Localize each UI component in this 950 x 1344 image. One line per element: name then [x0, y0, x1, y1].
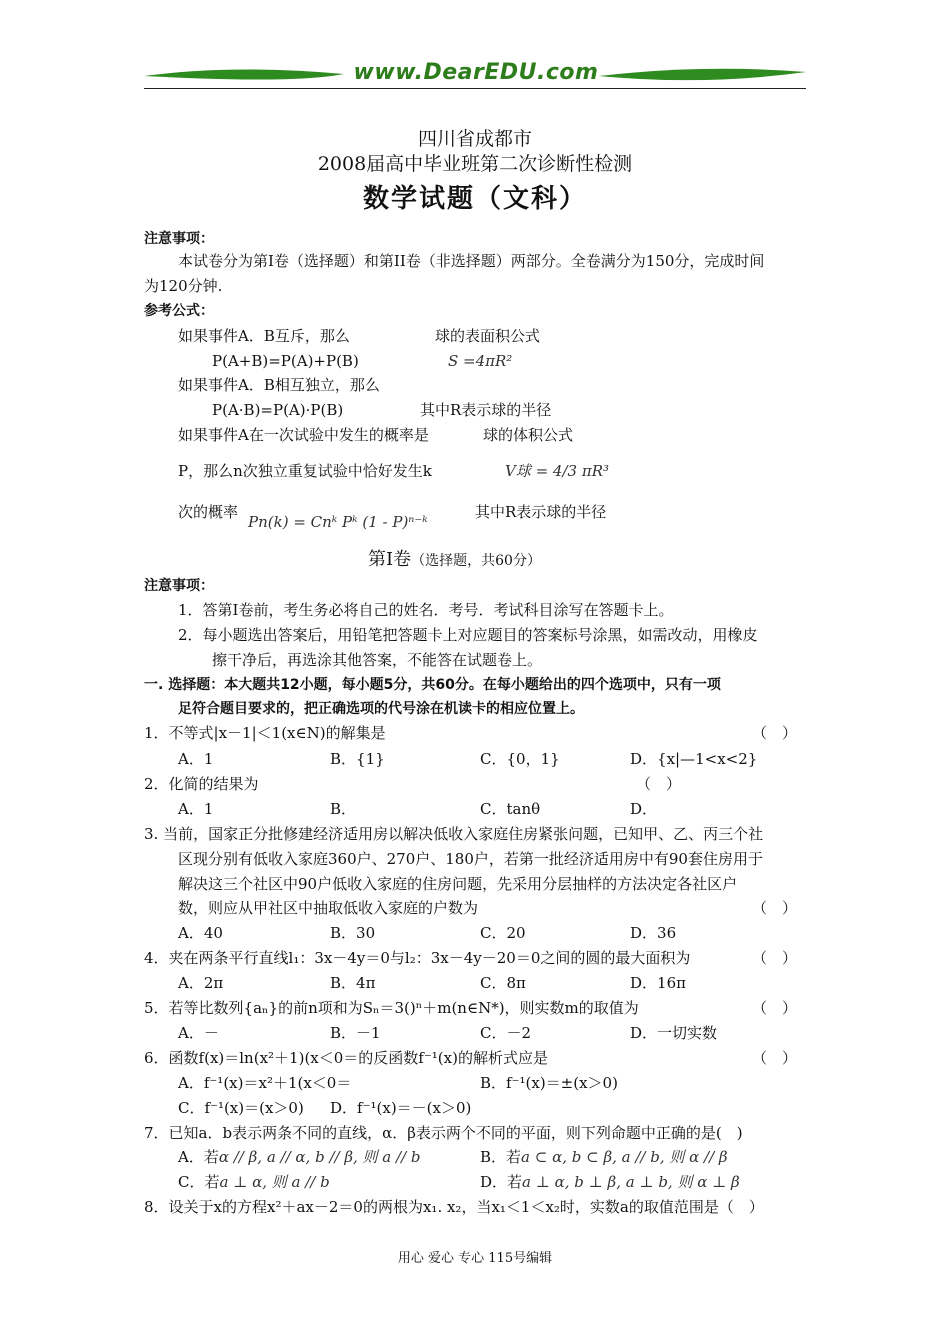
- option-c: C．20: [480, 924, 526, 942]
- part-title-sub: （选择题，共60分）: [411, 553, 541, 569]
- site-logo: www.DearEDU.com: [353, 60, 599, 85]
- option-c: C．{0，1}: [480, 750, 560, 768]
- notice-text-line2: 为120分钟.: [144, 277, 223, 295]
- option-a-math: α // β, a // α, b // β, 则 a // b: [218, 1148, 421, 1166]
- option-c: C．－2: [480, 1024, 532, 1042]
- option-b: B．: [330, 800, 357, 818]
- notice2-item2-line1: 2．每小题选出答案后，用铅笔把答题卡上对应题目的答案标号涂黑，如需改动，用橡皮: [178, 626, 758, 644]
- option-c: C．tanθ: [480, 800, 541, 818]
- section1-heading-line2: 足符合题目要求的，把正确选项的代号涂在机读卡的相应位置上。: [178, 701, 584, 717]
- title-region: 四川省成都市: [417, 128, 532, 150]
- formula-math: V球 = 4/3 πR³: [505, 462, 610, 480]
- title-exam: 2008届高中毕业班第二次诊断性检测: [317, 153, 633, 175]
- question-1: 1．不等式|x－1|＜1(x∈N)的解集是: [144, 724, 386, 742]
- formula-text: 如果事件A．B相互独立，那么: [178, 376, 380, 394]
- option-c: C．f⁻¹(x)＝(x＞0): [178, 1099, 304, 1117]
- option-d: D．f⁻¹(x)＝－(x＞0): [330, 1099, 472, 1117]
- formula-text: 其中R表示球的半径: [420, 401, 552, 419]
- option-b: B．－1: [330, 1024, 381, 1042]
- option-b: B．4π: [330, 974, 376, 992]
- option-b: [480, 1146, 728, 1168]
- formula-math: Pn(k) = Cnᵏ Pᵏ (1 - P)ⁿ⁻ᵏ: [248, 513, 428, 531]
- question-3-line3: 解决这三个社区中90户低收入家庭的住房问题，先采用分层抽样的方法决定各社区户: [178, 875, 738, 893]
- question-2: 2．化简的结果为: [144, 775, 259, 793]
- formula-heading: 参考公式：: [144, 303, 214, 319]
- option-a: A．－: [178, 1024, 219, 1042]
- option-d-label: D．若: [480, 1173, 523, 1191]
- question-4: 4．夹在两条平行直线l₁：3x－4y＝0与l₂：3x－4y－20＝0之间的圆的最大面积为: [144, 949, 691, 967]
- notice-text-line1: 本试卷分为第I卷（选择题）和第II卷（非选择题）两部分。全卷满分为150分，完成时间: [178, 252, 765, 270]
- question-3-line4: 数，则应从甲社区中抽取低收入家庭的户数为: [178, 899, 479, 917]
- option-b: B．30: [330, 924, 376, 942]
- option-a: A．1: [178, 800, 214, 818]
- page-footer: 用心 爱心 专心 115号编辑: [397, 1251, 553, 1266]
- notice2-item2-line2: 擦干净后，再选涂其他答案，不能答在试题卷上。: [212, 651, 543, 669]
- option-d: D．一切实数: [630, 1024, 718, 1042]
- option-b: B．{1}: [330, 750, 385, 768]
- option-a: [178, 1146, 421, 1168]
- question-6: 6．函数f(x)＝ln(x²＋1)(x＜0＝的反函数f⁻¹(x)的解析式应是: [144, 1049, 548, 1067]
- formula-text: 如果事件A．B互斥，那么: [178, 327, 350, 345]
- option-d-math: a ⊥ α, b ⊥ β, a ⊥ b, 则 α ⊥ β: [522, 1173, 740, 1191]
- option-c-math: a ⊥ α, 则 a // b: [219, 1173, 330, 1191]
- formula-text: P，那么n次独立重复试验中恰好发生k: [178, 462, 432, 480]
- formula-text: 球的表面积公式: [435, 327, 541, 345]
- option-a: A．1: [178, 750, 214, 768]
- notice2-heading: 注意事项：: [144, 578, 214, 594]
- formula-text: 其中R表示球的半径: [475, 503, 607, 521]
- answer-bracket: （ ）: [636, 775, 682, 793]
- option-a: A．2π: [178, 974, 224, 992]
- answer-bracket: （ ）: [752, 1049, 798, 1067]
- answer-bracket: （ ）: [752, 724, 798, 742]
- question-3-line2: 区现分别有低收入家庭360户、270户、180户，若第一批经济适用房中有90套住房用于: [178, 850, 763, 868]
- option-d: D．36: [630, 924, 677, 942]
- formula-text: 如果事件A在一次试验中发生的概率是: [178, 426, 429, 444]
- option-c: C．8π: [480, 974, 526, 992]
- formula-text: 球的体积公式: [483, 426, 574, 444]
- option-d: D．: [630, 800, 658, 818]
- option-b-label: B．若: [480, 1148, 522, 1166]
- part-title-main: 第I卷: [368, 549, 412, 570]
- option-d: D．16π: [630, 974, 686, 992]
- formula-text: 次的概率: [178, 503, 239, 521]
- option-c: [178, 1171, 330, 1193]
- answer-bracket: （ ）: [752, 949, 798, 967]
- formula-text: P(A+B)=P(A)+P(B): [212, 352, 359, 370]
- option-a: A．f⁻¹(x)＝x²＋1(x＜0＝: [178, 1074, 352, 1092]
- question-5: 5．若等比数列{aₙ}的前n项和为Sₙ＝3()ⁿ＋m(n∈N*)，则实数m的取值为: [144, 999, 639, 1017]
- option-a: A．40: [178, 924, 223, 942]
- formula-math: S =4πR²: [448, 352, 513, 370]
- option-d: D．{x|—1<x<2}: [630, 750, 758, 768]
- question-7: 7．已知a．b表示两条不同的直线，α．β表示两个不同的平面，则下列命题中正确的是( ): [144, 1124, 743, 1142]
- notice2-item1: 1．答第I卷前，考生务必将自己的姓名．考号．考试科目涂写在答题卡上。: [178, 601, 674, 619]
- question-3-line1: 3. 当前，国家正分批修建经济适用房以解决低收入家庭住房紧张问题，已知甲、乙、丙三个社: [144, 825, 764, 843]
- formula-text: P(A·B)=P(A)·P(B): [212, 401, 344, 419]
- option-d: [480, 1171, 740, 1193]
- option-a-label: A．若: [178, 1148, 219, 1166]
- option-b-math: a ⊂ α, b ⊂ β, a // b, 则 α // β: [521, 1148, 728, 1166]
- header-rule: [144, 88, 806, 89]
- title-subject: 数学试题（文科）: [362, 184, 587, 214]
- section1-heading-line1: 一. 选择题：本大题共12小题，每小题5分，共60分。在每小题给出的四个选项中，只有一项: [144, 677, 721, 693]
- part-title: [368, 549, 541, 572]
- notice-heading: 注意事项：: [144, 231, 214, 247]
- question-8: 8．设关于x的方程x²＋ax－2＝0的两根为x₁. x₂，当x₁＜1＜x₂时，实数a的取值范围是（ ）: [144, 1198, 764, 1216]
- option-c-label: C．若: [178, 1173, 220, 1191]
- answer-bracket: （ ）: [752, 999, 798, 1017]
- answer-bracket: （ ）: [752, 899, 798, 917]
- option-b: B．f⁻¹(x)＝±(x＞0): [480, 1074, 618, 1092]
